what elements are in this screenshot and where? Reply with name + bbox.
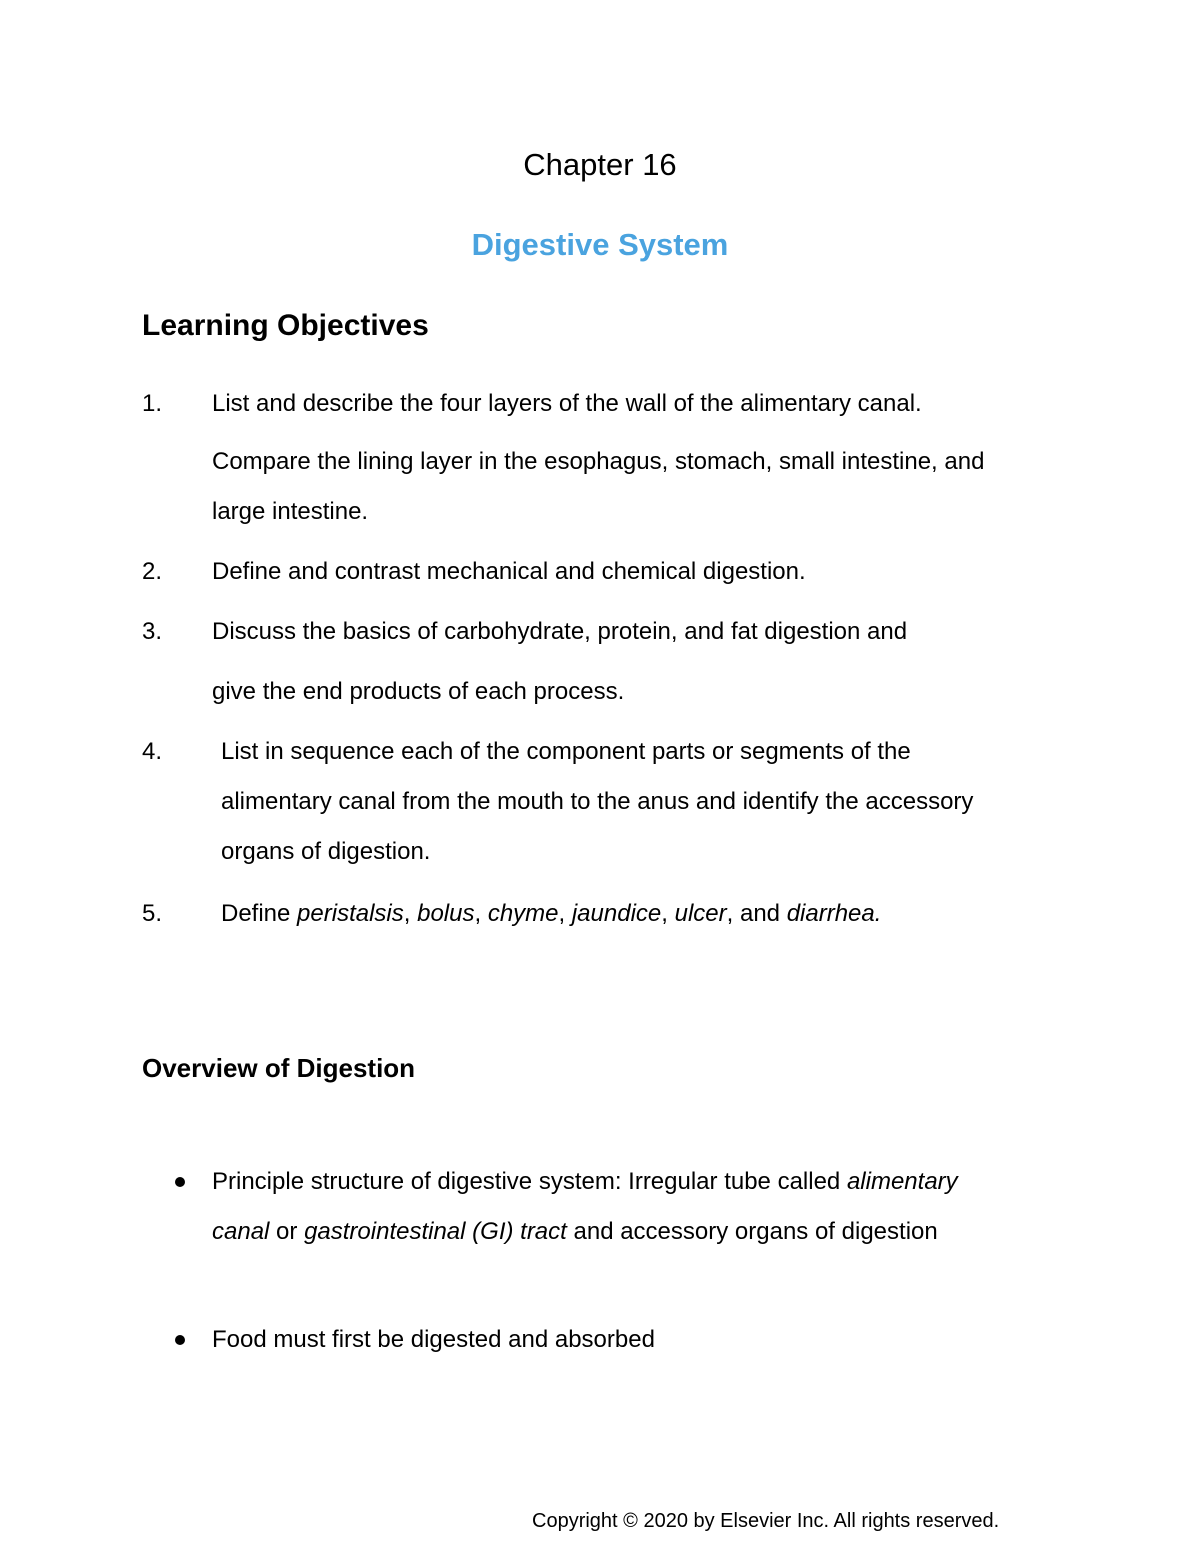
objective-text: List in sequence each of the component parts or segments of the bbox=[221, 738, 911, 765]
separator: , bbox=[661, 900, 675, 927]
term-canal: canal bbox=[212, 1218, 270, 1245]
bullet-icon bbox=[175, 1177, 185, 1187]
copyright-footer: Copyright © 2020 by Elsevier Inc. All rights reserved. bbox=[532, 1510, 1000, 1532]
learning-objectives-heading: Learning Objectives bbox=[142, 309, 429, 342]
term-ulcer: ulcer bbox=[674, 900, 727, 927]
objective-text-prefix: Define bbox=[221, 900, 298, 927]
term-jaundice: jaundice bbox=[571, 900, 662, 927]
separator: , bbox=[558, 900, 572, 927]
separator: , bbox=[726, 900, 740, 927]
objective-text: organs of digestion. bbox=[221, 838, 431, 865]
objective-text: give the end products of each process. bbox=[212, 678, 625, 705]
objective-number: 5. bbox=[142, 900, 163, 927]
term-bolus: bolus bbox=[417, 900, 475, 927]
term-alimentary: alimentary bbox=[846, 1168, 958, 1195]
bullet-text-part: and accessory organs of digestion bbox=[566, 1218, 938, 1245]
bullet-text-part: or bbox=[269, 1218, 305, 1245]
bullet-text bbox=[212, 1217, 938, 1247]
term-gi-tract: gastrointestinal (GI) tract bbox=[304, 1218, 567, 1245]
objective-number: 1. bbox=[142, 390, 163, 417]
term-peristalsis: peristalsis bbox=[297, 900, 404, 927]
objective-text: Define and contrast mechanical and chemical digestion. bbox=[212, 558, 806, 585]
bullet-text: Food must first be digested and absorbed bbox=[212, 1326, 655, 1353]
term-chyme: chyme bbox=[487, 900, 559, 927]
objective-text: alimentary canal from the mouth to the anus and identify the accessory bbox=[221, 788, 974, 815]
objective-number: 4. bbox=[142, 738, 163, 765]
objective-text: large intestine. bbox=[212, 498, 369, 525]
separator: , bbox=[403, 900, 418, 927]
bullet-text-part: Principle structure of digestive system: Irregular tube called bbox=[212, 1168, 847, 1195]
separator: , bbox=[474, 900, 488, 927]
objective-text: Discuss the basics of carbohydrate, protein, and fat digestion and bbox=[212, 618, 908, 645]
objective-text: Compare the lining layer in the esophagus, stomach, small intestine, and bbox=[212, 448, 985, 475]
objective-number: 2. bbox=[142, 558, 163, 585]
chapter-number: Chapter 16 bbox=[523, 147, 677, 182]
objective-number: 3. bbox=[142, 618, 163, 645]
bullet-icon bbox=[175, 1335, 185, 1345]
overview-heading: Overview of Digestion bbox=[142, 1053, 416, 1083]
conjunction: and bbox=[739, 900, 787, 927]
bullet-text bbox=[212, 1167, 958, 1197]
objective-text: List and describe the four layers of the wall of the alimentary canal. bbox=[212, 390, 922, 417]
chapter-title: Digestive System bbox=[471, 227, 729, 262]
objective-text bbox=[221, 899, 881, 929]
sentence-end: . bbox=[874, 900, 882, 927]
term-diarrhea: diarrhea bbox=[786, 900, 875, 927]
